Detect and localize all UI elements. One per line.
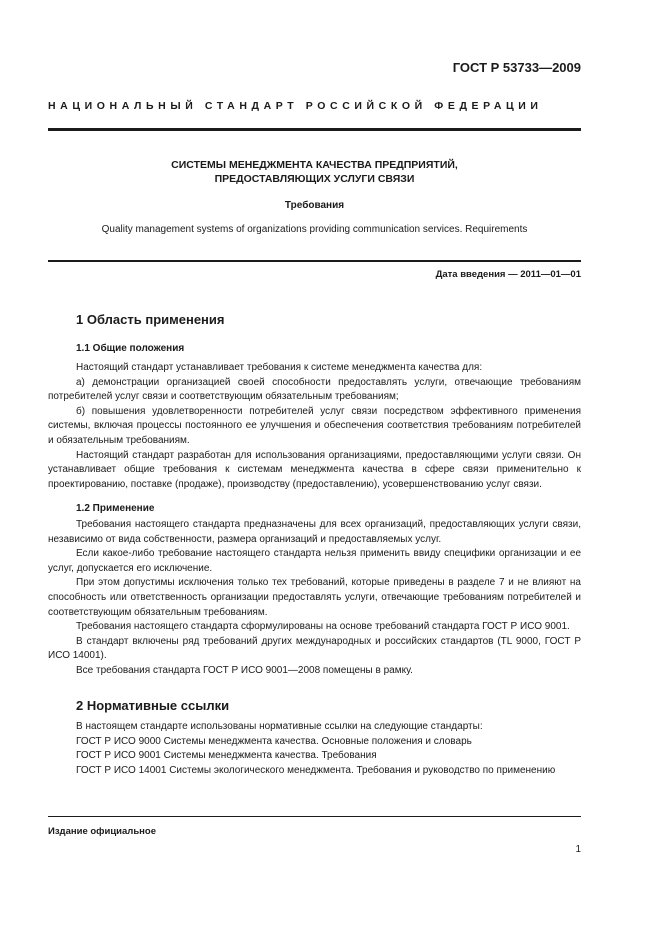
reference-item: ГОСТ Р ИСО 9001 Системы менеджмента качества. Требования [76,750,377,762]
paragraph: Если какое-либо требование настоящего стандарта нельзя применить ввиду специфики организации и ее услуг, допускается его исключение. [48,548,581,574]
page-number: 1 [575,844,581,855]
paragraph: В стандарт включены ряд требований других международных и российских стандартов (TL 9000, ГОСТ Р ИСО 14001). [48,635,581,662]
paragraph: При этом допустимы исключения только тех требований, которые приведены в разделе 7 и не влияют на способность или ответственность организации предоставлять услуги, отвечающие требованиям потребителей и соответствующим обязательным требованиям. [48,577,581,618]
official-edition-label: Издание официальное [48,826,156,837]
paragraph: Все требования стандарта ГОСТ Р ИСО 9001—2008 помещены в рамку. [76,664,413,676]
subsection-1-2-heading: 1.2 Применение [76,503,155,514]
paragraph: В настоящем стандарте использованы нормативные ссылки на следующие стандарты: [76,721,483,732]
subsection-1-1-body [48,361,581,492]
english-title: Quality management systems of organizations providing communication services. Requirements [101,224,528,235]
section-2-body [48,720,581,778]
paragraph: Настоящий стандарт устанавливает требования к системе менеджмента качества для: [76,362,483,373]
subsection-1-2-body [48,518,581,679]
reference-item: ГОСТ Р ИСО 14001 Системы экологического менеджмента. Требования и руководство по применению [76,764,556,776]
list-item-b: б) повышения удовлетворенности потребителей услуг связи посредством эффективного применения системы, включая процессы постоянного ее улучшения и обеспечения соответствия требованиям потребителей и обязательным требованиям. [48,405,581,446]
reference-item: ГОСТ Р ИСО 9000 Системы менеджмента качества. Основные положения и словарь [76,735,472,747]
section-1-heading: 1 Область применения [76,312,225,327]
introduction-date: Дата введения — 2011—01—01 [435,269,581,280]
subsection-1-1-heading: 1.1 Общие положения [76,343,185,354]
paragraph: Требования настоящего стандарта сформулированы на основе требований стандарта ГОСТ Р ИСО 9001. [76,621,570,633]
paragraph: Требования настоящего стандарта предназначены для всех организаций, предоставляющих услуги связи, независимо от вида собственности, размера организаций и предоставляемых услуг. [48,519,581,545]
top-divider [48,128,581,131]
list-item-a: а) демонстрации организацией своей способности предоставлять услуги, отвечающие требованиям потребителей услуг связи и соответствующим обязательным требованиям; [48,376,581,403]
document-subtitle: Требования [284,200,345,211]
document-title-line-1: СИСТЕМЫ МЕНЕДЖМЕНТА КАЧЕСТВА ПРЕДПРИЯТИЙ, [171,159,458,171]
paragraph: Настоящий стандарт разработан для использования организациями, предоставляющими услуги связи. Он устанавливает общие требования к системам менеджмента качества в сфере связи применительно к проектированию, поставке (продаже), производству (предоставлению), усовершенствованию услуг связи. [48,449,581,490]
title-divider [48,260,581,262]
national-standard-banner: НАЦИОНАЛЬНЫЙ СТАНДАРТ РОССИЙСКОЙ ФЕДЕРАЦИИ [48,100,543,112]
section-2-heading: 2 Нормативные ссылки [76,698,230,713]
standard-code: ГОСТ Р 53733—2009 [452,60,581,75]
footer-divider [48,816,581,817]
document-title-line-2: ПРЕДОСТАВЛЯЮЩИХ УСЛУГИ СВЯЗИ [214,173,415,185]
